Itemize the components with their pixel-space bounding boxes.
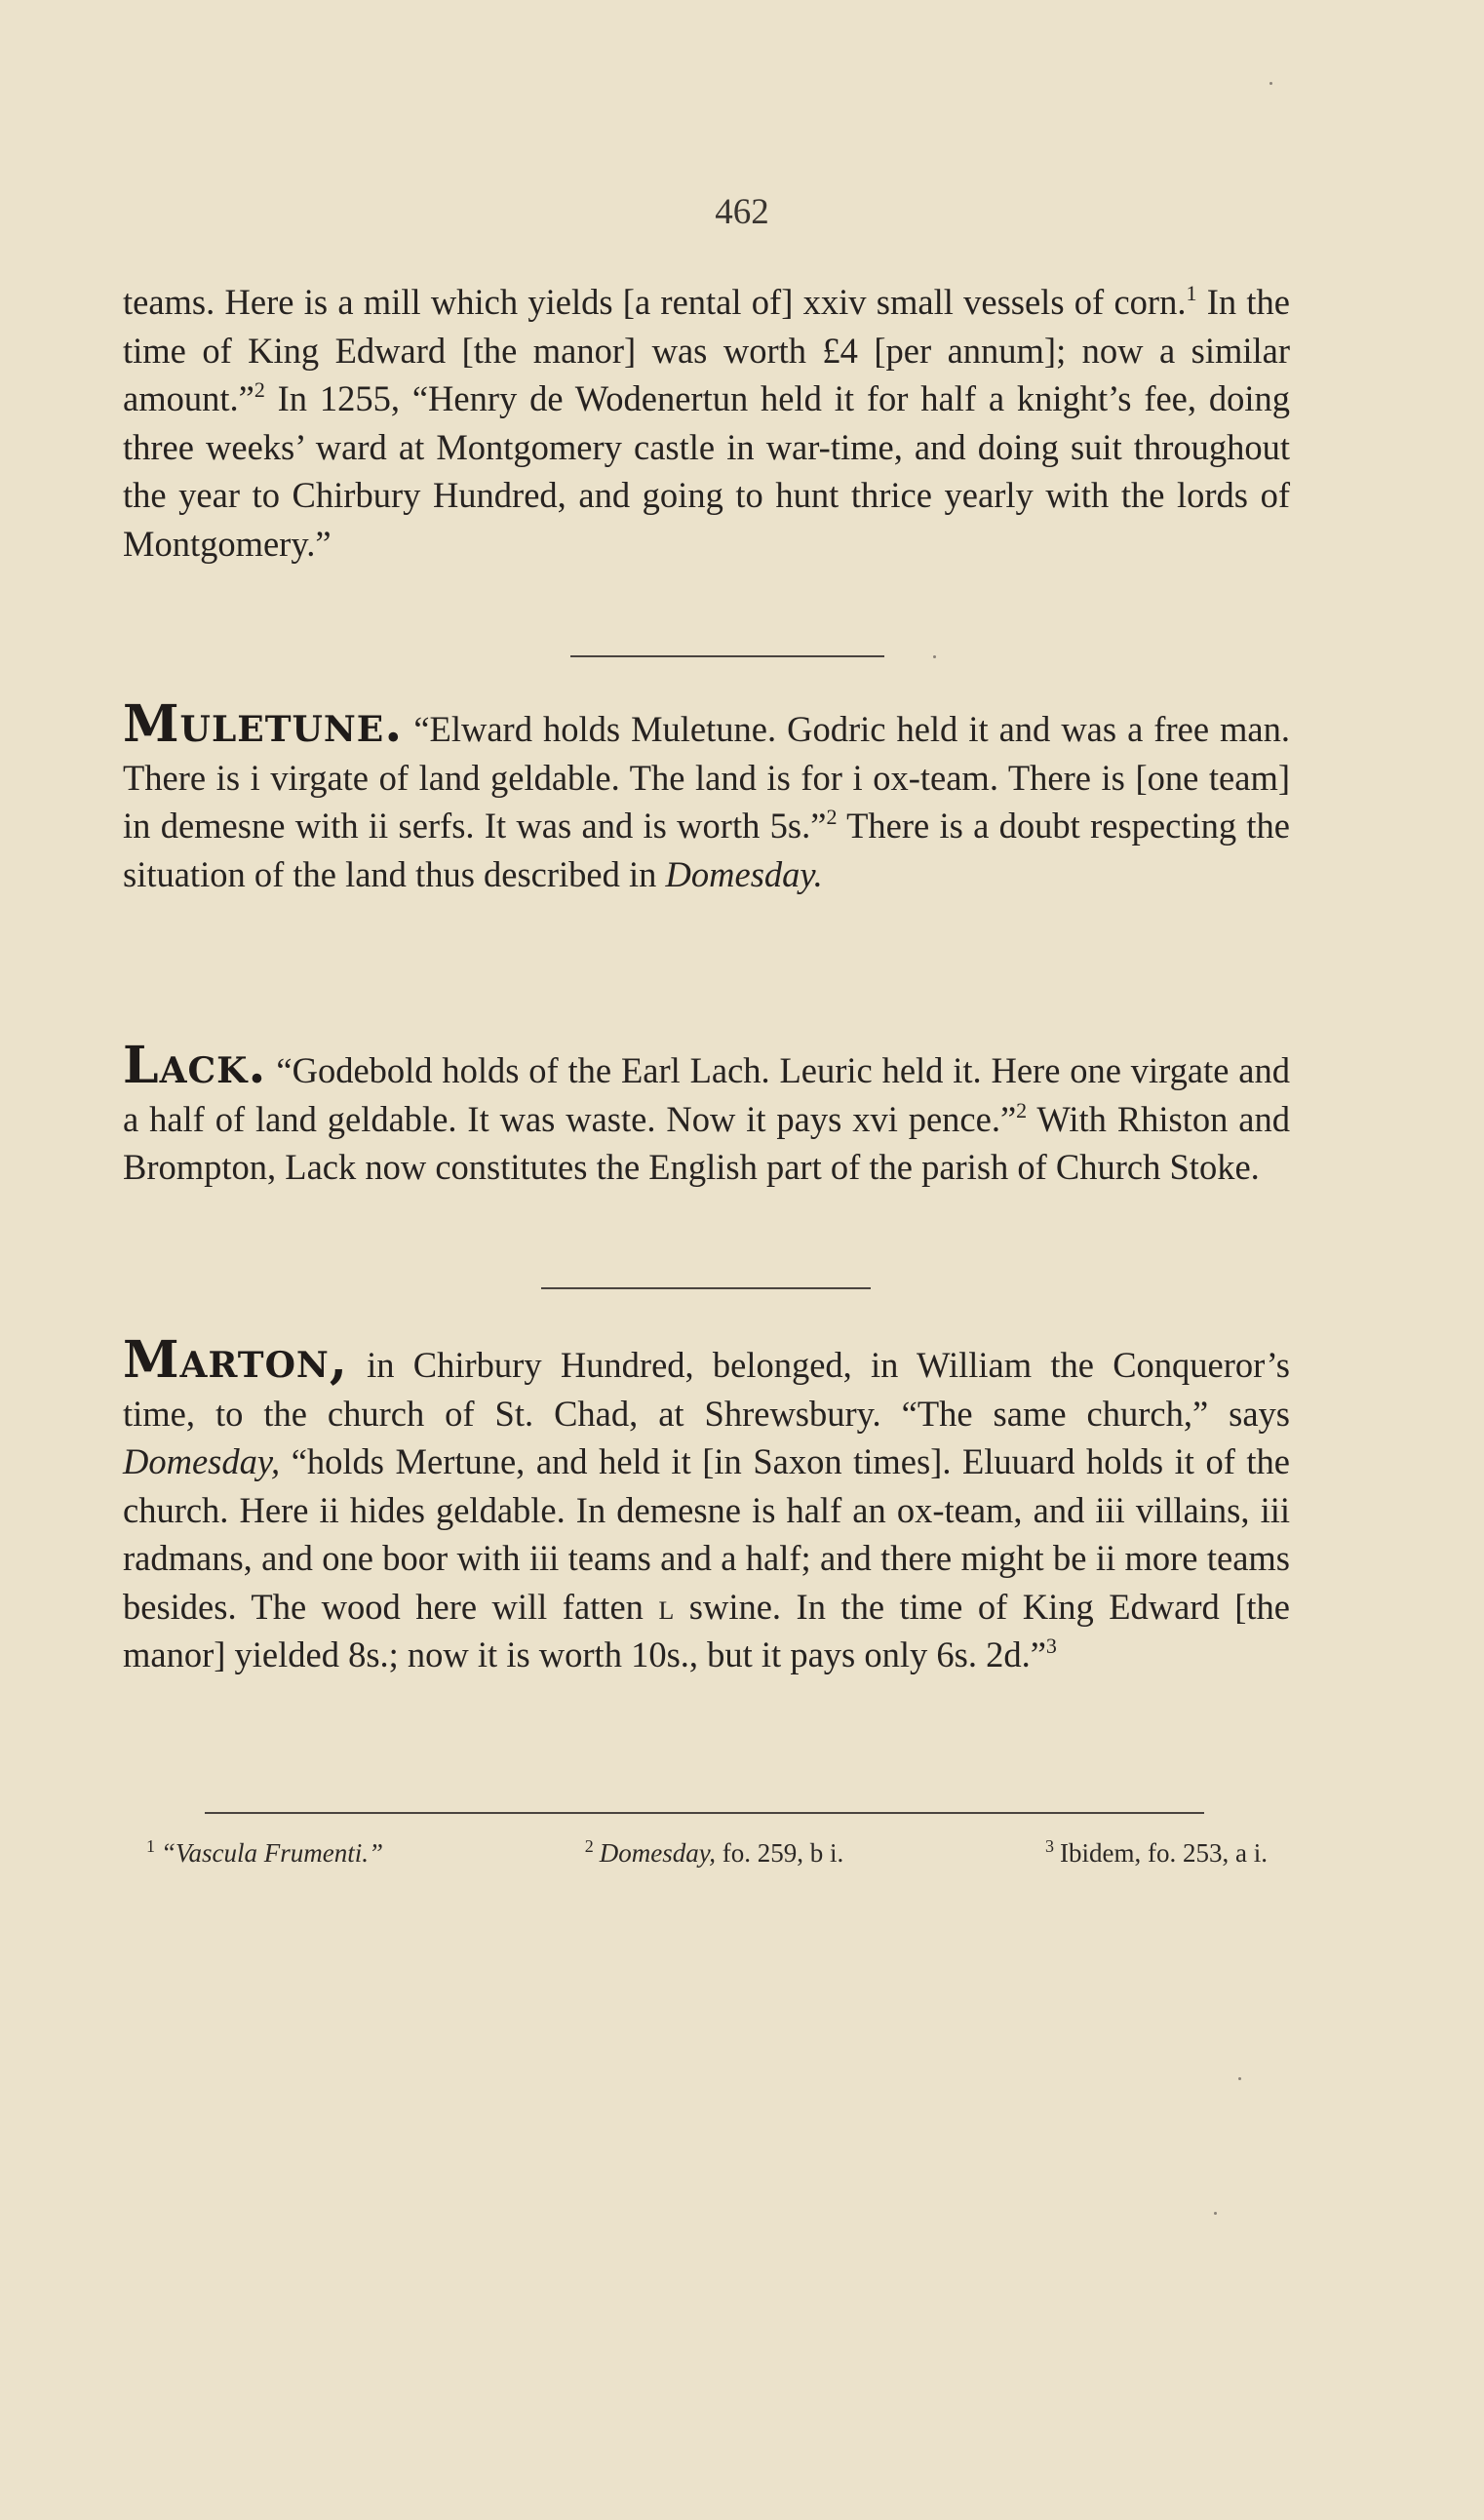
paragraph-muletune <box>123 694 1291 898</box>
footnote-number: 2 <box>584 1836 594 1856</box>
paragraph-1 <box>123 278 1290 568</box>
paragraph-4-text-a: in Chirbury Hundred, belonged, in William the Conqueror’s time, to the church of St. Chad, at Shrewsbury. “The same church,” says <box>123 1345 1290 1434</box>
paragraph-lack <box>123 1036 1290 1192</box>
footnote-1 <box>146 1838 383 1869</box>
paragraph-4-text-c: swine. In the time of King Edward [the manor] yielded 8s.; now it is worth 10s., but it pays only 6s. 2d.” <box>123 1586 1291 1674</box>
paper-speck <box>1238 2077 1241 2080</box>
footnote-ref: 1 <box>1186 281 1197 305</box>
footnote-2 <box>585 1838 843 1869</box>
section-heading: Marton, <box>123 1330 348 1390</box>
paragraph-3-text-b: With Rhiston and Brompton, Lack now constitutes the English part of the parish of Church Stoke. <box>123 1098 1290 1187</box>
small-caps-text: l <box>658 1586 675 1627</box>
section-divider <box>541 1287 871 1289</box>
footnote-ref: 3 <box>1045 1634 1057 1658</box>
section-heading: Muletune. <box>123 694 404 754</box>
paragraph-1-text-b: In the time of King Edward [the manor] was worth £4 [per annum]; now a similar amount.” <box>123 282 1291 418</box>
paragraph-1-text-a: teams. Here is a mill which yields [a rental of] xxiv small vessels of corn. <box>123 282 1187 322</box>
paragraph-2-text-b: There is a doubt respecting the situation of the land thus described in <box>123 806 1291 894</box>
paper-speck <box>1269 82 1272 85</box>
footnote-rule <box>205 1812 1204 1814</box>
footnote-ref: 2 <box>254 377 265 402</box>
footnote-text: Ibidem, fo. 253, a i. <box>1060 1838 1268 1868</box>
page-number: 462 <box>715 192 769 232</box>
section-divider <box>570 655 884 657</box>
italic-text: Domesday. <box>665 853 823 894</box>
paper-speck <box>1214 2212 1217 2215</box>
paragraph-marton <box>123 1330 1291 1679</box>
paper-speck <box>933 655 936 658</box>
footnote-italic: “Vascula Frumenti.” <box>161 1838 384 1868</box>
paragraph-3-text-a: “Godebold holds of the Earl Lach. Leuric held it. Here one virgate and a half of land geldable. It was waste. Now it pays xvi pence.” <box>123 1050 1290 1139</box>
italic-text: Domesday, <box>123 1441 281 1481</box>
footnote-ref: 2 <box>1016 1097 1028 1122</box>
paragraph-1-text-c: In 1255, “Henry de Wodenertun held it for half a knight’s fee, doing three weeks’ ward at Montgomery castle in war-time, and doing suit throughout the year to Chirbury Hundred, and going to hunt thrice yearly with the lords of Montgomery.” <box>123 378 1290 564</box>
footnote-number: 3 <box>1045 1836 1055 1856</box>
footnote-number: 1 <box>146 1836 155 1856</box>
footnote-text: fo. 259, b i. <box>716 1838 844 1868</box>
footnote-3 <box>1045 1838 1268 1869</box>
footnotes <box>146 1838 1268 1869</box>
paragraph-2-text-a: “Elward holds Muletune. Godric held it and was a free man. There is i virgate of land geldable. The land is for i ox-team. There is [one team] in demesne with ii serfs. It was and is worth 5s.” <box>123 709 1290 846</box>
section-heading: Lack. <box>123 1036 267 1095</box>
footnote-ref: 2 <box>826 805 838 829</box>
paragraph-4-text-b: “holds Mertune, and held it [in Saxon times]. Eluuard holds it of the church. Here ii hides geldable. In demesne is half an ox-team, and iii villains, iii radmans, and one boor with iii teams and a half; and there might be ii more teams besides. The wood here will fatten <box>123 1441 1290 1627</box>
footnote-italic: Domesday, <box>599 1838 717 1868</box>
